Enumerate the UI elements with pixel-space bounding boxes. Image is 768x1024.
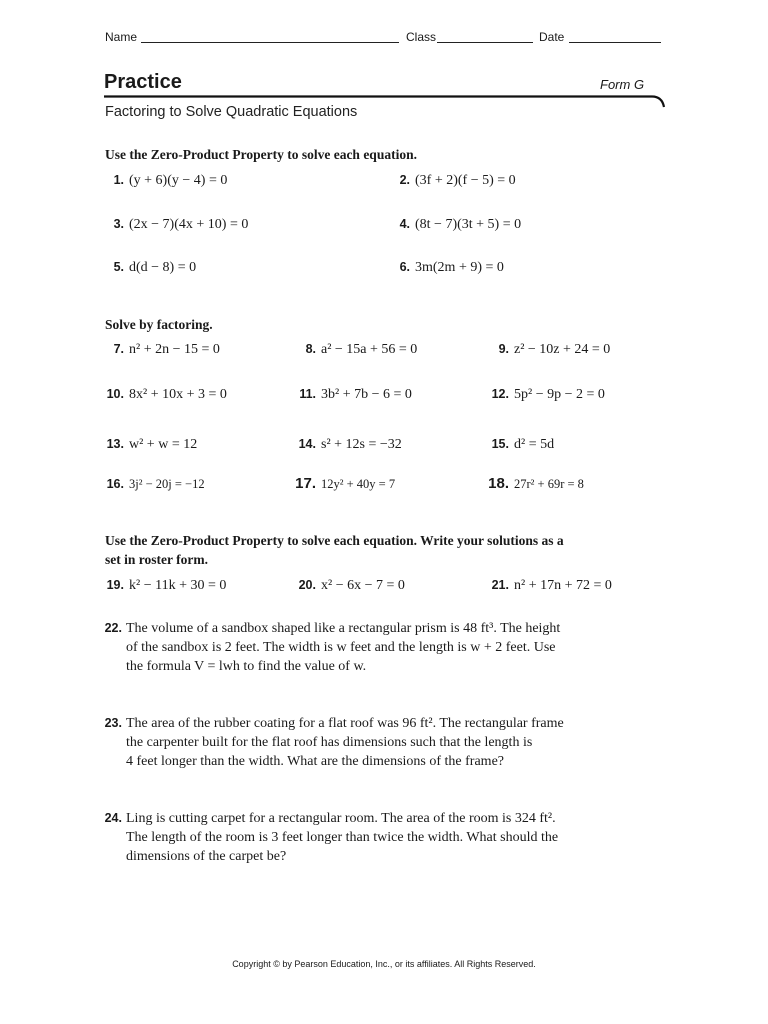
problem-equation: z² − 10z + 24 = 0 [514,342,611,357]
problem-15 [485,437,554,453]
problem-number: 19. [106,578,124,592]
word-problem-24 [100,809,620,869]
problem-5 [100,260,196,276]
class-field[interactable] [437,30,533,43]
problem-number: 3. [113,217,124,231]
problem-number: 24. [104,811,122,825]
problem-equation: d² = 5d [514,437,555,452]
class-label: Class [406,30,437,44]
problem-7 [100,342,220,358]
problem-number: 11. [299,387,316,401]
problem-12 [485,387,605,403]
problem-equation: w² + w = 12 [129,437,198,452]
problem-equation: 5p² − 9p − 2 = 0 [514,387,605,402]
problem-equation: 3m(2m + 9) = 0 [415,260,504,275]
problem-number: 14. [298,437,316,451]
problem-13 [100,437,197,453]
problem-11 [292,387,412,403]
page-title: Practice [104,71,182,93]
problem-number: 6. [399,260,410,274]
word-problem-line: The volume of a sandbox shaped like a rectangular prism is 48 ft³. The height [126,621,561,636]
problem-number: 17. [295,475,316,492]
problem-equation: (8t − 7)(3t + 5) = 0 [415,217,522,232]
problem-9 [485,342,610,358]
word-problem-line: 4 feet longer than the width. What are the dimensions of the frame? [126,754,504,769]
word-problem-line: The area of the rubber coating for a flat roof was 96 ft². The rectangular frame [126,716,564,731]
problem-number: 7. [113,342,124,356]
problem-equation: 3b² + 7b − 6 = 0 [321,387,412,402]
problem-equation: s² + 12s = −32 [321,437,402,452]
problem-14 [292,437,402,453]
problem-number: 23. [104,716,122,730]
copyright-notice: Copyright © by Pearson Education, Inc., or its affiliates. All Rights Reserved. [232,959,536,969]
problem-17 [292,475,395,493]
problem-equation: 8x² + 10x + 3 = 0 [129,387,227,402]
date-field[interactable] [569,30,661,43]
problem-number: 16. [106,477,124,491]
problem-equation: (2x − 7)(4x + 10) = 0 [129,217,249,232]
problem-number: 10. [106,387,124,401]
problem-number: 5. [113,260,124,274]
word-problem-line: of the sandbox is 2 feet. The width is w feet and the length is w + 2 feet. Use [126,640,556,655]
problem-number: 2. [399,173,410,187]
word-problem-line: Ling is cutting carpet for a rectangular room. The area of the room is 324 ft². [126,811,556,826]
word-problem-23 [100,714,620,774]
problem-number: 9. [498,342,509,356]
problem-equation: (y + 6)(y − 4) = 0 [129,173,228,188]
problem-16 [100,477,205,493]
problem-21 [485,578,612,594]
word-problem-line: the carpenter built for the flat roof has dimensions such that the length is [126,735,533,750]
section-instruction-line-2: set in roster form. [105,552,208,567]
word-problem-22 [100,619,620,679]
problem-equation: k² − 11k + 30 = 0 [129,578,227,593]
section-instruction: Solve by factoring. [105,317,213,332]
page-subtitle: Factoring to Solve Quadratic Equations [105,104,358,120]
problem-6 [386,260,504,276]
problem-10 [100,387,227,403]
form-label: Form G [600,77,645,92]
problem-20 [292,578,405,594]
date-label: Date [539,30,565,44]
word-problem-line: The length of the room is 3 feet longer than twice the width. What should the [126,830,559,845]
problem-1 [100,173,227,189]
problem-8 [292,342,417,358]
problem-equation: 12y² + 40y = 7 [321,477,396,491]
name-label: Name [105,30,138,44]
problem-equation: n² + 17n + 72 = 0 [514,578,612,593]
problem-equation: d(d − 8) = 0 [129,260,197,275]
section-instruction-line-1: Use the Zero-Product Property to solve each equation. Write your solutions as a [105,533,564,548]
problem-number: 22. [104,621,122,635]
problem-equation: n² + 2n − 15 = 0 [129,342,220,357]
problem-equation: (3f + 2)(f − 5) = 0 [415,173,516,188]
problem-equation: a² − 15a + 56 = 0 [321,342,418,357]
problem-4 [386,217,521,233]
word-problem-line: dimensions of the carpet be? [126,849,287,864]
problem-number: 4. [399,217,410,231]
problem-equation: 3j² − 20j = −12 [129,477,205,491]
problem-18 [485,475,584,493]
problem-number: 12. [491,387,509,401]
problem-equation: x² − 6x − 7 = 0 [321,578,405,593]
problem-number: 21. [491,578,509,592]
problem-number: 20. [298,578,316,592]
problem-number: 1. [113,173,124,187]
problem-2 [386,173,516,189]
problem-equation: 27r² + 69r = 8 [514,477,584,491]
problem-number: 13. [106,437,124,451]
word-problem-line: the formula V = lwh to find the value of w. [126,659,367,674]
name-field[interactable] [141,30,399,43]
problem-number: 8. [305,342,316,356]
problem-19 [100,578,226,594]
problem-3 [100,217,248,233]
section-instruction: Use the Zero-Product Property to solve each equation. [105,147,417,162]
problem-number: 18. [488,475,509,492]
problem-number: 15. [491,437,509,451]
